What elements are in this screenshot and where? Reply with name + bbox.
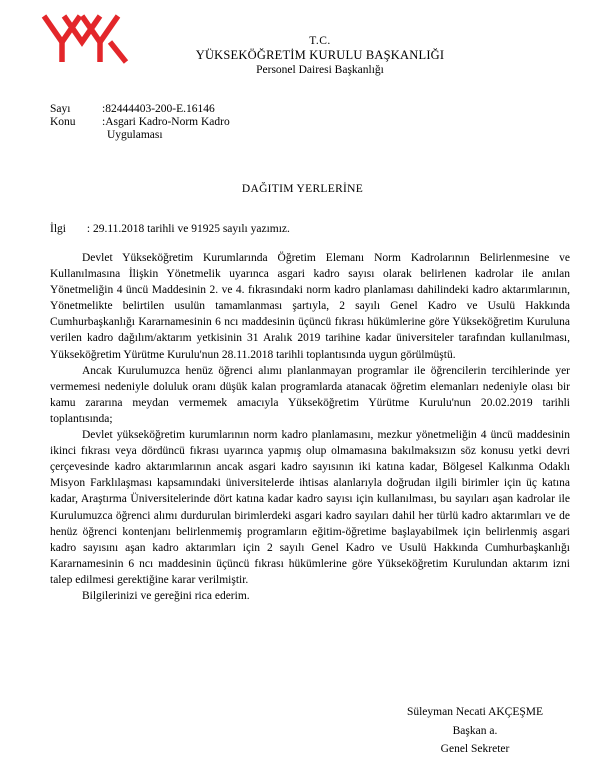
header-department: Personel Dairesi Başkanlığı (256, 64, 384, 76)
letterhead (160, 34, 480, 77)
header-line-tc: T.C. (309, 35, 331, 47)
paragraph-4: Bilgilerinizi ve gereğini rica ederim. (82, 589, 250, 602)
ilgi-label: İlgi (50, 223, 66, 235)
konu-value (102, 116, 302, 142)
konu-value-line2: Uygulaması (107, 129, 163, 141)
sayi-value: :82444403-200-E.16146 (102, 103, 215, 115)
distribution-heading: DAĞITIM YERLERİNE (241, 183, 364, 195)
signatory-name: Süleyman Necati AKÇEŞME (406, 706, 544, 718)
letter-body (50, 250, 570, 604)
document-meta (50, 103, 302, 142)
signatory-title-2: Genel Sekreter (440, 743, 510, 755)
konu-label: Konu (50, 116, 76, 128)
paragraph-3: Devlet yükseköğretim kurumlarının norm kadro planlamasını, mezkur yönetmeliğin 4 üncü maddesinin ikinci fıkrası veya dördüncü fıkrası uyarınca yapmış olup olmamasına bakılmaksızın söz konusu yetki devri çerçevesinde kadro aktarımlarının ancak asgari kadro sayısının iki katına kadar, Bölgesel Kalkınma Odaklı Misyon Farklılaşması kapsamındaki üniversitelerde ihtisas alanlarıyla doğrudan ilgili birimler için üç katına kadar, Araştırma Üniversitelerinde dört katına kadar kadro sayısı için kullanılması, bu sayıları aşan kadrolar ile Kurulumuzca öğrenci alımı durdurulan birimlerdeki asgari kadro sayıları dahil her türlü kadro aktarımları ve de henüz öğrenci kontenjanı belirlenmemiş programların eğitim-öğretime başlayabilmek için belirlenmiş asgari kadro sayısını aşan kadro aktarımları için 2 sayılı Genel Kadro ve Usulü Hakkında Cumhurbaşkanlığı Kararnamesinin 6 ncı maddesinin üçüncü fıkrası hükümlerine göre Yükseköğretim Kurulundan aktarım izni talep edilmesi gerektiğine karar verilmiştir. (50, 429, 570, 586)
signature-block (400, 703, 550, 759)
ilgi-value: : 29.11.2018 tarihli ve 91925 sayılı yazımız. (86, 223, 290, 235)
sayi-label: Sayı (50, 103, 71, 115)
signatory-title-1: Başkan a. (452, 724, 498, 737)
paragraph-2: Ancak Kurulumuzca henüz öğrenci alımı planlanmayan programlar ile öğrencilerin tercihlerinde yer vermemesi nedeniyle doluluk oranı düşük kalan programlarda atanacak öğretim elemanları nedeniyle olası bir kamu zararına meydan vermemek amacıyla Yükseköğretim Yürütme Kurulu'nun 20.02.2019 tarihli toplantısında; (50, 364, 570, 425)
konu-value-line1: :Asgari Kadro-Norm Kadro (102, 116, 230, 128)
header-institution: YÜKSEKÖĞRETİM KURULU BAŞKANLIĞI (195, 48, 445, 62)
reference-line (50, 223, 290, 235)
paragraph-1: Devlet Yükseköğretim Kurumlarında Öğretim Elemanı Norm Kadrolarının Belirlenmesine ve Kullanılmasına İlişkin Yönetmelik uyarınca asgari kadro sayısı olarak belirlenen kadrolar ile anılan Yönetmeliğin 4 üncü Maddesinin 2. ve 4. fıkrasındaki norm kadro planlaması dahilindeki kadro aktarımlarının, Yönetmelikte belirtilen usulün tamamlanması şartıyla, 2 sayılı Genel Kadro ve Usulü Hakkında Cumhurbaşkanlığı Kararnamesinin 6 ncı maddesinin üçüncü fıkrası hükümlerine göre Yükseköğretim Kuruluna verilen kadro dağılım/aktarım yetkisinin 31 Aralık 2019 tarihine kadar üniversiteler tarafından kullanılması, Yükseköğretim Yürütme Kurulu'nun 28.11.2018 tarihli toplantısında uygun görülmüştü. (50, 252, 570, 361)
yok-logo (40, 12, 130, 67)
